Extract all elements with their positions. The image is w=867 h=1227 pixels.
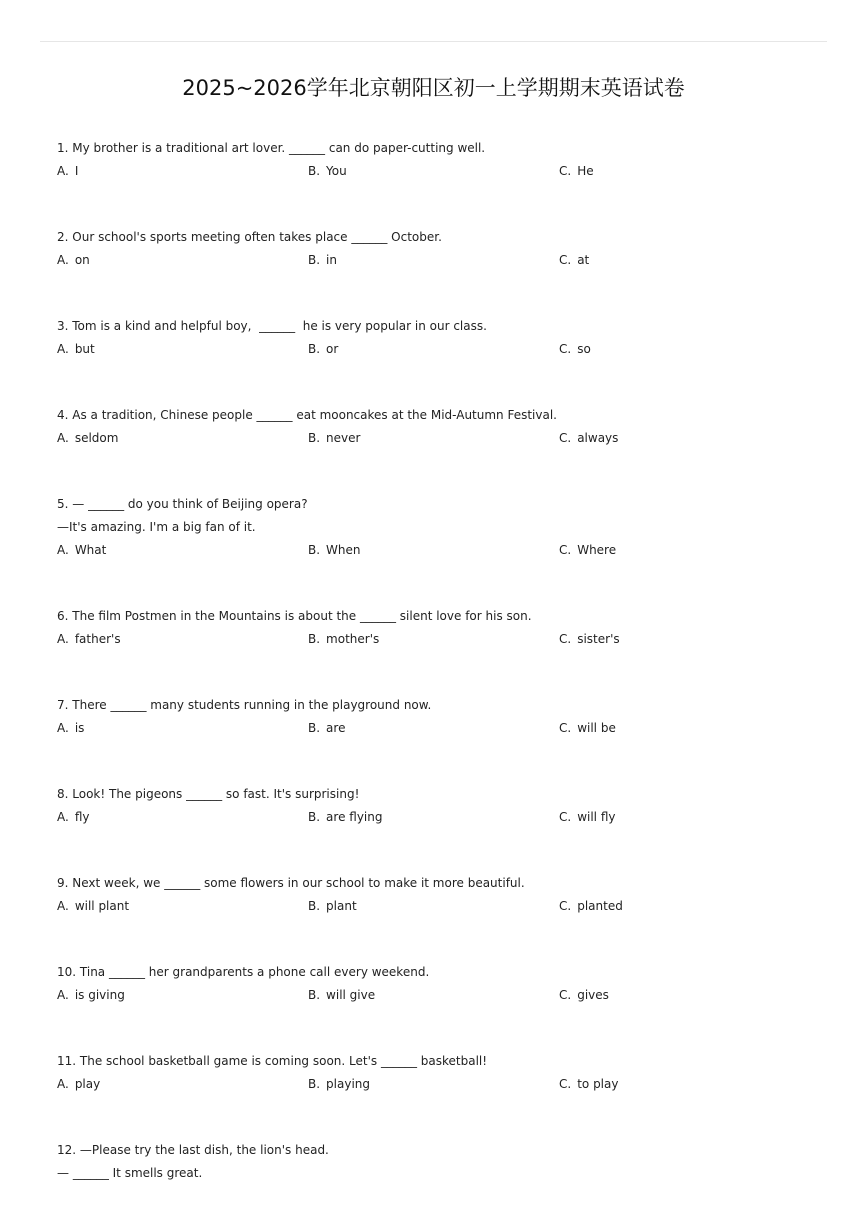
option-text: You (326, 164, 347, 178)
option-text: so (577, 342, 591, 356)
option-text: When (326, 543, 361, 557)
option-a[interactable] (57, 160, 78, 183)
option-text: but (74, 342, 95, 356)
question-10 (57, 961, 817, 1007)
question-8 (57, 783, 817, 829)
option-text: always (577, 431, 619, 445)
option-text: is giving (74, 988, 125, 1002)
question-stem: 11. The school basketball game is coming soon. Let's ______ basketball! (57, 1054, 488, 1068)
option-row (57, 806, 817, 829)
question-7 (57, 694, 817, 740)
option-row (57, 427, 817, 450)
option-row (57, 338, 817, 361)
option-letter: A. (57, 632, 69, 646)
question-stem: 5. — ______ do you think of Beijing opera? (57, 497, 308, 511)
option-b[interactable] (308, 895, 357, 918)
option-a[interactable] (57, 984, 125, 1007)
option-letter: B. (308, 899, 321, 913)
option-text: never (326, 431, 361, 445)
option-letter: C. (559, 721, 572, 735)
question-stem-line-2: —It's amazing. I'm a big fan of it. (57, 520, 256, 534)
question-stem: 1. My brother is a traditional art lover. ______ can do paper-cutting well. (57, 141, 486, 155)
question-stem: 8. Look! The pigeons ______ so fast. It's surprising! (57, 787, 360, 801)
option-letter: C. (559, 899, 572, 913)
top-divider (40, 41, 827, 42)
option-a[interactable] (57, 539, 106, 562)
option-text: What (74, 543, 107, 557)
option-letter: B. (308, 253, 321, 267)
option-letter: A. (57, 988, 69, 1002)
option-letter: C. (559, 1077, 572, 1091)
option-text: will be (577, 721, 616, 735)
question-6 (57, 605, 817, 651)
option-text: on (74, 253, 90, 267)
option-row (57, 895, 817, 918)
option-row (57, 539, 817, 562)
option-text: mother's (326, 632, 380, 646)
option-letter: C. (559, 988, 572, 1002)
option-c[interactable] (559, 895, 623, 918)
question-stem: 9. Next week, we ______ some flowers in our school to make it more beautiful. (57, 876, 525, 890)
option-letter: B. (308, 988, 321, 1002)
option-letter: A. (57, 164, 69, 178)
option-text: father's (74, 632, 121, 646)
question-stem: 3. Tom is a kind and helpful boy, ______ he is very popular in our class. (57, 319, 487, 333)
option-b[interactable] (308, 717, 345, 740)
question-stem: 4. As a tradition, Chinese people ______ eat mooncakes at the Mid-Autumn Festival. (57, 408, 557, 422)
question-stem: 12. —Please try the last dish, the lion's head. (57, 1143, 329, 1157)
question-stem: 10. Tina ______ her grandparents a phone call every weekend. (57, 965, 430, 979)
question-stem-line-2: — ______ It smells great. (57, 1166, 203, 1180)
option-letter: B. (308, 721, 321, 735)
option-a[interactable] (57, 427, 118, 450)
option-row (57, 984, 817, 1007)
option-letter: A. (57, 810, 69, 824)
option-b[interactable] (308, 984, 375, 1007)
option-b[interactable] (308, 539, 361, 562)
option-a[interactable] (57, 806, 89, 829)
question-stem: 7. There ______ many students running in the playground now. (57, 698, 432, 712)
option-letter: B. (308, 342, 321, 356)
question-list (57, 137, 817, 1185)
option-letter: B. (308, 632, 321, 646)
option-letter: A. (57, 899, 69, 913)
question-2 (57, 226, 817, 272)
option-c[interactable] (559, 160, 594, 183)
option-text: will fly (577, 810, 616, 824)
option-a[interactable] (57, 249, 90, 272)
option-letter: C. (559, 253, 572, 267)
option-text: in (326, 253, 337, 267)
option-text: He (577, 164, 594, 178)
option-letter: B. (308, 1077, 321, 1091)
option-text: Where (577, 543, 617, 557)
option-row (57, 160, 817, 183)
option-text: are flying (326, 810, 383, 824)
option-letter: C. (559, 342, 572, 356)
option-c[interactable] (559, 628, 620, 651)
option-letter: A. (57, 543, 69, 557)
option-letter: B. (308, 810, 321, 824)
option-a[interactable] (57, 895, 129, 918)
option-c[interactable] (559, 717, 616, 740)
option-letter: A. (57, 431, 69, 445)
question-stem: 2. Our school's sports meeting often takes place ______ October. (57, 230, 442, 244)
option-a[interactable] (57, 717, 84, 740)
option-c[interactable] (559, 984, 609, 1007)
option-c[interactable] (559, 1073, 618, 1096)
question-5 (57, 493, 817, 562)
option-text: will give (326, 988, 376, 1002)
option-letter: A. (57, 721, 69, 735)
option-letter: B. (308, 164, 321, 178)
page-title: 2025~2026学年北京朝阳区初一上学期期末英语试卷 (182, 76, 685, 100)
option-text: fly (74, 810, 90, 824)
question-12 (57, 1139, 817, 1185)
option-letter: B. (308, 543, 321, 557)
option-letter: C. (559, 632, 572, 646)
option-b[interactable] (308, 806, 382, 829)
option-a[interactable] (57, 628, 121, 651)
option-letter: C. (559, 810, 572, 824)
option-letter: A. (57, 1077, 69, 1091)
question-stem: 6. The film Postmen in the Mountains is about the ______ silent love for his son. (57, 609, 532, 623)
option-text: is (74, 721, 85, 735)
option-text: sister's (577, 632, 620, 646)
option-c[interactable] (559, 338, 591, 361)
question-1 (57, 137, 817, 183)
option-c[interactable] (559, 249, 589, 272)
option-text: playing (326, 1077, 371, 1091)
option-row (57, 249, 817, 272)
option-c[interactable] (559, 539, 616, 562)
option-letter: A. (57, 342, 69, 356)
option-letter: C. (559, 431, 572, 445)
option-b[interactable] (308, 249, 337, 272)
option-row (57, 1073, 817, 1096)
option-text: planted (577, 899, 623, 913)
option-row (57, 717, 817, 740)
option-c[interactable] (559, 427, 618, 450)
option-b[interactable] (308, 160, 347, 183)
option-letter: C. (559, 543, 572, 557)
option-letter: A. (57, 253, 69, 267)
question-11 (57, 1050, 817, 1096)
option-text: play (74, 1077, 101, 1091)
option-b[interactable] (308, 1073, 370, 1096)
option-text: will plant (74, 899, 130, 913)
option-c[interactable] (559, 806, 616, 829)
option-b[interactable] (308, 427, 360, 450)
option-text: seldom (74, 431, 119, 445)
option-text: or (326, 342, 339, 356)
question-3 (57, 315, 817, 361)
option-a[interactable] (57, 338, 95, 361)
option-letter: B. (308, 431, 321, 445)
option-row (57, 628, 817, 651)
option-text: plant (326, 899, 357, 913)
option-text: I (74, 164, 79, 178)
option-letter: C. (559, 164, 572, 178)
question-9 (57, 872, 817, 918)
option-b[interactable] (308, 628, 379, 651)
option-b[interactable] (308, 338, 338, 361)
option-text: to play (577, 1077, 619, 1091)
option-a[interactable] (57, 1073, 100, 1096)
option-text: at (577, 253, 590, 267)
question-4 (57, 404, 817, 450)
option-text: gives (577, 988, 609, 1002)
option-text: are (326, 721, 346, 735)
